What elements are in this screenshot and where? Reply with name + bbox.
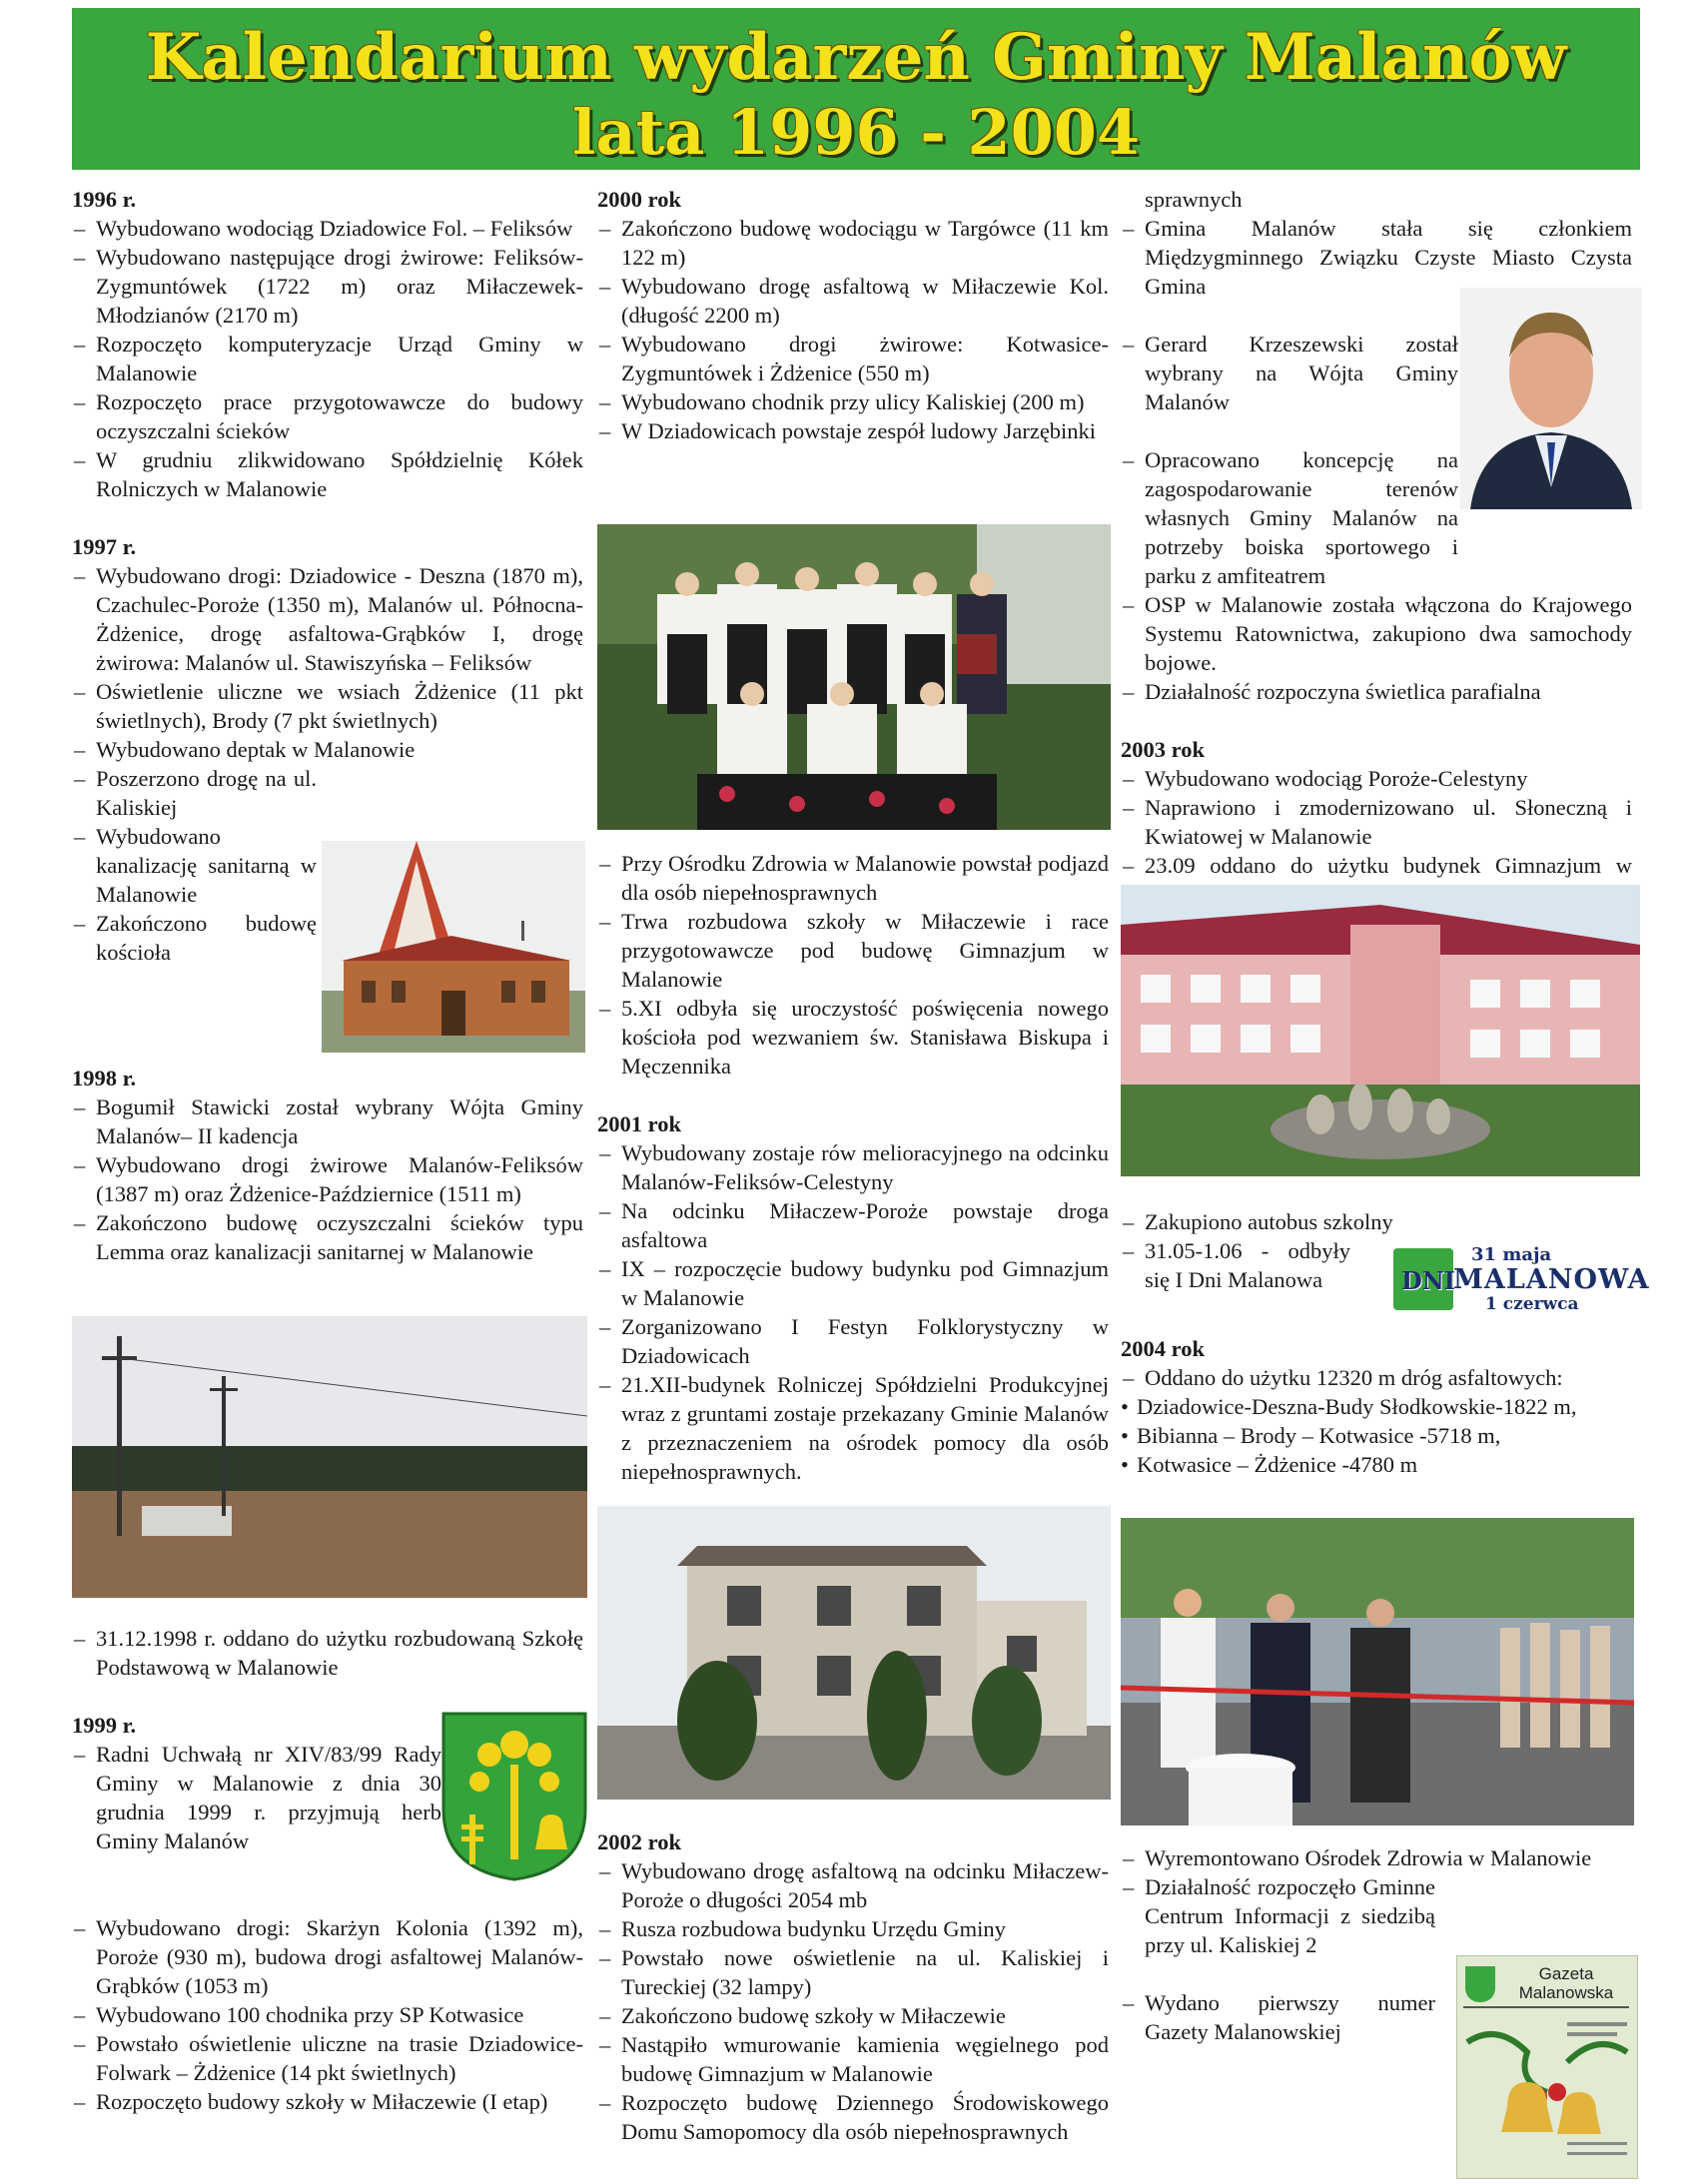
dni-word-malanowa: MALANOWA — [1453, 1264, 1650, 1295]
list-item: – OSP w Malanowie została włączona do Krajowego Systemu Ratownictwa, zakupiono dwa samochody bojowe. — [1121, 590, 1632, 677]
list-item: – Działalność rozpoczyna świetlica parafialna — [1121, 677, 1632, 706]
sewage-plant-photo — [72, 1316, 587, 1598]
list-item: – Wybudowano 100 chodnika przy SP Kotwasice — [72, 2000, 583, 2029]
list-item: – Wybudowano drogi żwirowe: Kotwasice-Zygmuntówek i Żdżenice (550 m) — [597, 330, 1109, 387]
gimnazjum-photo — [1121, 885, 1640, 1176]
dni-word: DNI — [1401, 1266, 1455, 1295]
list-item: – Zakończono budowę oczyszczalni ścieków typu Lemma oraz kanalizacji sanitarnej w Malanowie — [72, 1208, 583, 1266]
list-item: – Przy Ośrodku Zdrowia w Malanowie powstał podjazd dla osób niepełnosprawnych — [597, 849, 1109, 907]
list-item: – Rusza rozbudowa budynku Urzędu Gminy — [597, 1914, 1109, 1943]
list-item: – Rozpoczęto budowę Dziennego Środowiskowego Domu Samopomocy dla osób niepełnosprawnych — [597, 2088, 1109, 2146]
list-item: • Kotwasice – Żdżenice -4780 m — [1121, 1450, 1632, 1479]
year-heading-1999: 1999 r. — [72, 1713, 137, 1738]
year-heading-2003: 2003 rok — [1121, 737, 1205, 762]
year-heading-2002: 2002 rok — [597, 1829, 681, 1854]
church-photo — [322, 841, 585, 1053]
list-item: – W grudniu zlikwidowano Spółdzielnię Kółek Rolniczych w Malanowie — [72, 445, 583, 503]
column-2 — [597, 185, 1109, 445]
list-item: – Wyremontowano Ośrodek Zdrowia w Malanowie — [1121, 1843, 1632, 1872]
year-heading-2000: 2000 rok — [597, 187, 681, 212]
list-item: – Zakończono budowę szkoły w Miłaczewie — [597, 2001, 1109, 2030]
gazeta-malanowska-cover — [1456, 1955, 1638, 2179]
list-item: – W Dziadowicach powstaje zespół ludowy Jarzębinki — [597, 416, 1109, 445]
list-item: – Zakończono budowę kościoła — [72, 909, 317, 967]
list-item: – Bogumił Stawicki został wybrany Wójta Gminy Malanów– II kadencja — [72, 1092, 583, 1150]
list-item: – Rozpoczęto komputeryzacje Urząd Gminy w Malanowie — [72, 330, 583, 387]
gazeta-title-1: Gazeta — [1538, 1964, 1594, 1983]
mayor-portrait — [1460, 288, 1642, 509]
list-item: – IX – rozpoczęcie budowy budynku pod Gimnazjum w Malanowie — [597, 1254, 1109, 1312]
list-item: – Wybudowany zostaje rów melioracyjnego na odcinku Malanów-Feliksów-Celestyny — [597, 1138, 1109, 1196]
column-1-lower — [72, 1064, 583, 1266]
coat-of-arms-image — [439, 1710, 589, 1881]
list-item: – Wybudowano deptak w Malanowie — [72, 735, 583, 764]
list-item: – 5.XI odbyła się uroczystość poświęcenia nowego kościoła pod wezwaniem św. Stanisława Biskupa i Męczennika — [597, 994, 1109, 1081]
list-item: – Wybudowano drogę asfaltową na odcinku Miłaczew-Poroże o długości 2054 mb — [597, 1856, 1109, 1914]
year-heading-1996: 1996 r. — [72, 187, 137, 212]
list-item: – Oddano do użytku 12320 m dróg asfaltowych: — [1121, 1363, 1632, 1392]
list-item: • Bibianna – Brody – Kotwasice -5718 m, — [1121, 1421, 1632, 1450]
list-item: – Powstało oświetlenie uliczne na trasie Dziadowice-Folwark – Żdżenice (14 pkt świetlnych) — [72, 2029, 583, 2087]
list-item: – Wybudowano drogi: Dziadowice - Deszna (1870 m), Czachulec-Poroże (1350 m), Malanów ul. Północna-Żdżenice, drogę asfaltowa-Grąbków I, drogę żwirowa: Malanów ul. Stawiszyńska – Feliksów — [72, 561, 583, 677]
list-item: • Dziadowice-Deszna-Budy Słodkowskie-1822 m, — [1121, 1392, 1632, 1421]
list-item: – Działalność rozpoczęło Gminne Centrum Informacji z siedzibą przy ul. Kaliskiej 2 — [1121, 1872, 1435, 1959]
list-item: – Powstało nowe oświetlenie na ul. Kaliskiej i Tureckiej (32 lampy) — [597, 1943, 1109, 2001]
list-item: – Zorganizowano I Festyn Folklorystyczny w Dziadowicach — [597, 1312, 1109, 1370]
year-heading-2001: 2001 rok — [597, 1111, 681, 1136]
list-item: – Wybudowano drogi: Skarżyn Kolonia (1392 m), Poroże (930 m), budowa drogi asfaltowej Malanów-Grąbków (1053 m) — [72, 1913, 583, 2000]
list-item: – Gmina Malanów stała się członkiem Międzygminnego Związku Czyste Miasto Czysta Gmina — [1121, 214, 1632, 301]
dni-malanowa-logo — [1393, 1244, 1650, 1316]
list-item: – Wybudowano chodnik przy ulicy Kaliskiej (200 m) — [597, 387, 1109, 416]
list-item: – Rozpoczęto prace przygotowawcze do budowy oczyszczalni ścieków — [72, 387, 583, 445]
list-item: – 31.05-1.06 - odbyły się I Dni Malanowa — [1121, 1236, 1350, 1294]
continuation-text: sprawnych — [1145, 187, 1243, 212]
list-item: – Zakupiono autobus szkolny — [1121, 1207, 1632, 1236]
list-item: – Wybudowano wodociąg Dziadowice Fol. – Feliksów — [72, 214, 583, 243]
column-2-bottom — [597, 1827, 1109, 2146]
list-item: – Radni Uchwałą nr XIV/83/99 Rady Gminy w Malanowie z dnia 30 grudnia 1999 r. przyjmują herb Gminy Malanów — [72, 1740, 441, 1855]
title-banner — [72, 8, 1640, 170]
list-item: – Naprawiono i zmodernizowano ul. Słoneczną i Kwiatowej w Malanowie — [1121, 793, 1632, 851]
column-2-middle — [597, 849, 1109, 1486]
list-item: – Opracowano koncepcję na zagospodarowanie terenów własnych Gminy Malanów na potrzeby boiska sportowego i parku z amfiteatrem — [1121, 445, 1458, 590]
page-subtitle: lata 1996 - 2004 — [571, 96, 1141, 169]
year-heading-1998: 1998 r. — [72, 1066, 137, 1091]
rsp-building-photo — [597, 1506, 1111, 1800]
list-item: – Wybudowano kanalizację sanitarną w Malanowie — [72, 822, 317, 909]
list-item: – Rozpoczęto budowy szkoły w Miłaczewie (I etap) — [72, 2087, 583, 2116]
gazeta-title-2: Malanowska — [1518, 1983, 1614, 2002]
list-item: – Wydano pierwszy numer Gazety Malanowskiej — [1121, 1988, 1435, 2046]
page-title: Kalendarium wydarzeń Gminy Malanów — [145, 20, 1567, 95]
year-heading-2004: 2004 rok — [1121, 1336, 1205, 1361]
list-item: – 21.XII-budynek Rolniczej Spółdzielni Produkcyjnej wraz z gruntami zostaje przekazany Gminie Malanów z przeznaczeniem na ośrodek pomocy dla osób niepełnosprawnych. — [597, 1370, 1109, 1486]
list-item: – Trwa rozbudowa szkoły w Miłaczewie i race przygotowawcze pod budowę Gimnazjum w Malanowie — [597, 907, 1109, 994]
list-item: – Oświetlenie uliczne we wsiach Żdżenice (11 pkt świetlnych), Brody (7 pkt świetlnych) — [72, 677, 583, 735]
list-item: – Na odcinku Miłaczew-Poroże powstaje droga asfaltowa — [597, 1196, 1109, 1254]
list-item: – Gerard Krzeszewski został wybrany na Wójta Gminy Malanów — [1121, 330, 1458, 416]
list-item: – Nastąpiło wmurowanie kamienia węgielnego pod budowę Gimnazjum w Malanowie — [597, 2030, 1109, 2088]
list-item: – Wybudowano drogę asfaltową w Miłaczewie Kol. (długość 2200 m) — [597, 272, 1109, 330]
list-item: – Wybudowano następujące drogi żwirowe: Feliksów-Zygmuntówek (1722 m) oraz Miłaczewek-Młodzianów (2170 m) — [72, 243, 583, 330]
list-item: – Zakończono budowę wodociągu w Targówce (11 km 122 m) — [597, 214, 1109, 272]
list-item: – Poszerzono drogę na ul. Kaliskiej — [72, 764, 317, 822]
list-item: – Wybudowano wodociąg Poroże-Celestyny — [1121, 764, 1632, 793]
year-heading-1997: 1997 r. — [72, 534, 137, 559]
list-item: – 31.12.1998 r. oddano do użytku rozbudowaną Szkołę Podstawową w Malanowie — [72, 1624, 583, 1682]
dni-date-bottom: 1 czerwca — [1485, 1294, 1579, 1314]
ribbon-cutting-photo — [1121, 1518, 1634, 1825]
list-item: – Wybudowano drogi żwirowe Malanów-Feliksów (1387 m) oraz Żdżenice-Październice (1511 m) — [72, 1150, 583, 1208]
folk-group-photo — [597, 524, 1111, 830]
dni-date-top: 31 maja — [1471, 1244, 1552, 1265]
list-item: – 23.09 oddano do użytku budynek Gimnazjum w — [1121, 851, 1632, 909]
